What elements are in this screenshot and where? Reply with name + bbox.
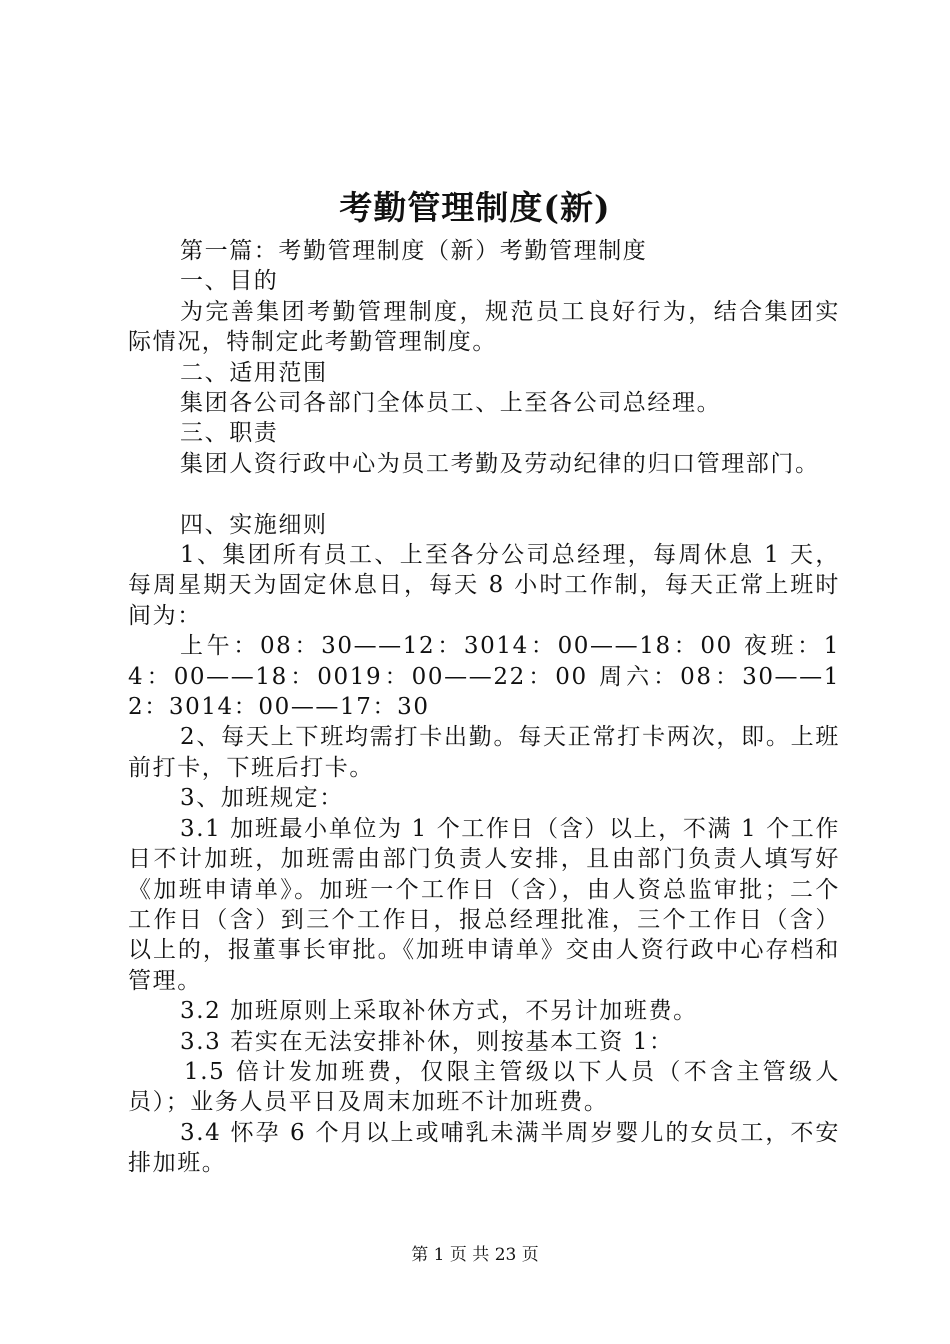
document-body xyxy=(128,236,840,1179)
chapter-heading: 第一篇：考勤管理制度（新）考勤管理制度 xyxy=(180,238,648,264)
work-hours-paragraph: 上午：08：30——12：3014：00——18：00 夜班：14：00——18：0019：00——22：00 周六：08：30——12：3014：00——17：30 xyxy=(128,633,840,721)
purpose-paragraph: 为完善集团考勤管理制度，规范员工良好行为，结合集团实际情况，特制定此考勤管理制度。 xyxy=(128,298,840,356)
scope-paragraph: 集团各公司各部门全体员工、上至各公司总经理。 xyxy=(180,390,722,417)
rule-3-3-paragraph: 3.3 若实在无法安排补休，则按基本工资 1： xyxy=(180,1028,674,1055)
rule-3-4-paragraph: 3.4 怀孕 6 个月以上或哺乳未满半周岁婴儿的女员工，不安排加班。 xyxy=(128,1119,840,1177)
section-heading-scope: 二、适用范围 xyxy=(180,359,328,386)
rule-2-paragraph: 2、每天上下班均需打卡出勤。每天正常打卡两次，即。上班前打卡，下班后打卡。 xyxy=(128,724,840,781)
section-heading-rules: 四、实施细则 xyxy=(180,511,328,538)
document-title: 考勤管理制度(新) xyxy=(339,188,611,227)
paragraph-spacer xyxy=(128,479,840,509)
section-heading-purpose: 一、目的 xyxy=(180,268,279,295)
rule-3-heading: 3、加班规定： xyxy=(180,785,344,812)
duties-paragraph: 集团人资行政中心为员工考勤及劳动纪律的归口管理部门。 xyxy=(180,450,820,477)
section-heading-duties: 三、职责 xyxy=(180,420,279,447)
page-number-footer: 第 1 页 共 23 页 xyxy=(411,1245,539,1265)
rule-3-1-paragraph: 3.1 加班最小单位为 1 个工作日（含）以上，不满 1 个工作日不计加班，加班需由部门负责人安排，且由部门负责人填写好《加班申请单》。加班一个工作日（含），由人资总监审批；二个工作日（含）到三个工作日，报总经理批准，三个工作日（含）以上的，报董事长审批。《加班申请单》交由人资行政中心存档和管理。 xyxy=(128,815,840,994)
rule-1-paragraph: 1、集团所有员工、上至各分公司总经理，每周休息 1 天，每周星期天为固定休息日，每天 8 小时工作制，每天正常上班时间为： xyxy=(128,542,840,629)
rule-3-2-paragraph: 3.2 加班原则上采取补休方式，不另计加班费。 xyxy=(180,998,698,1025)
rule-3-3-continued-paragraph: 1.5 倍计发加班费，仅限主管级以下人员（不含主管级人员）；业务人员平日及周末加班不计加班费。 xyxy=(128,1058,840,1116)
